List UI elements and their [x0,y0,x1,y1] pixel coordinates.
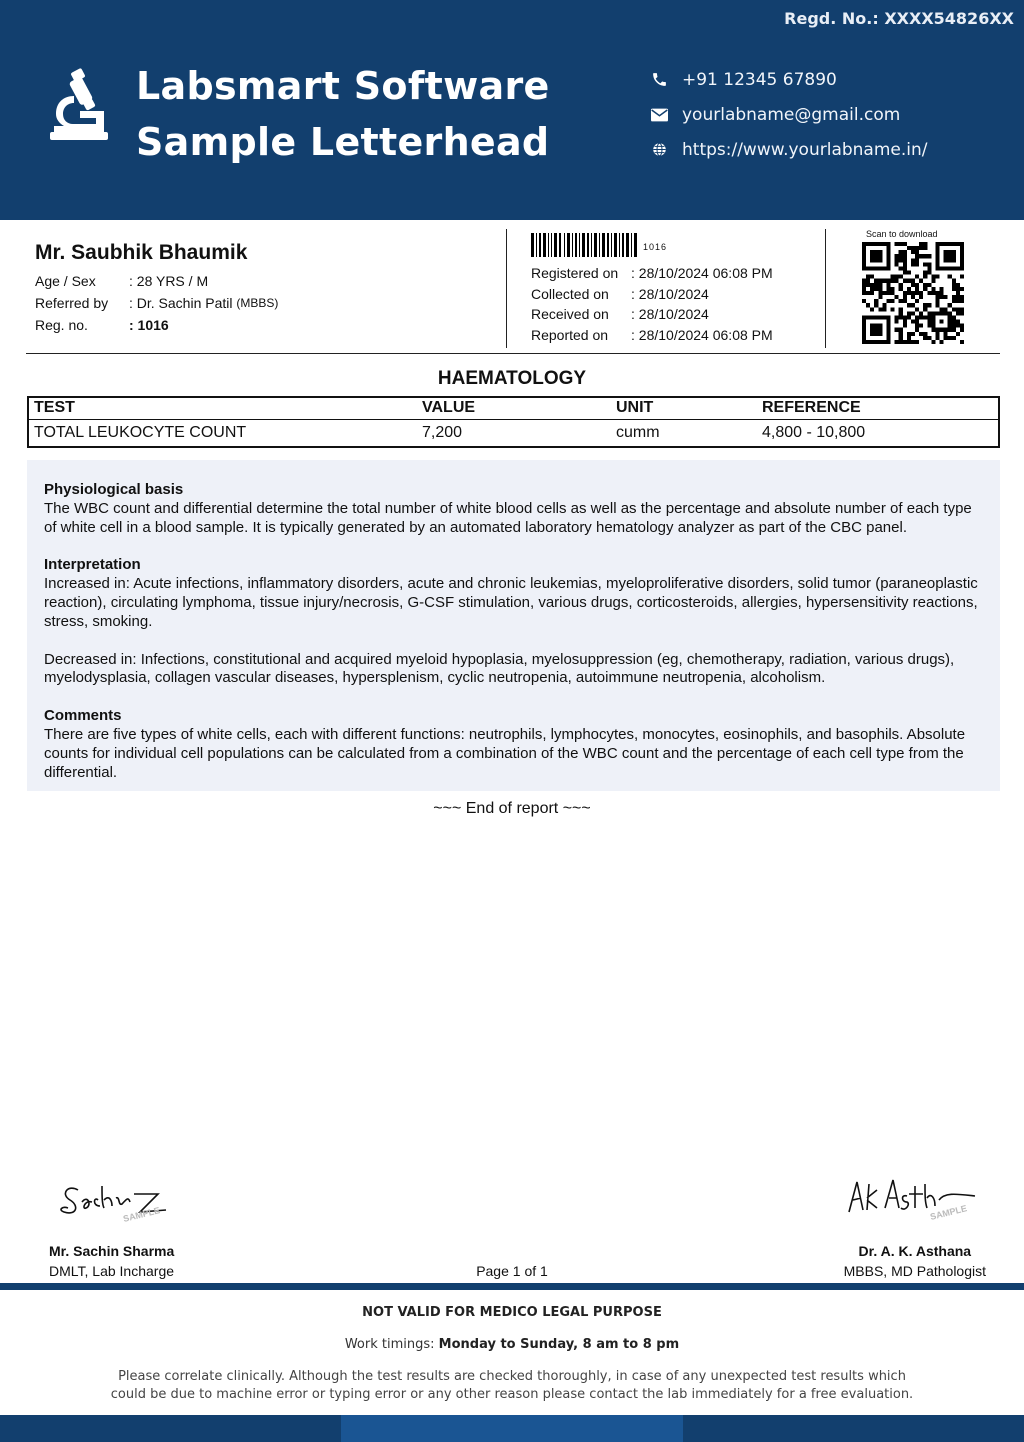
column-header-value: VALUE [417,397,611,419]
collected-row [531,284,773,305]
received-label: Received on [531,306,609,323]
collected-label: Collected on [531,285,609,302]
footer-band-accent [341,1415,683,1442]
test-unit: cumm [616,423,660,441]
scan-to-download-label: Scan to download [866,229,938,239]
results-table [27,396,1000,448]
test-reference: 4,800 - 10,800 [762,423,866,441]
divider-horizontal [26,353,1000,354]
regd-label: Regd. No.: [784,9,879,28]
signer-left-name: Mr. Sachin Sharma [49,1243,175,1259]
column-header-reference: REFERENCE [757,397,999,419]
referred-label: Referred by [35,295,109,311]
sample-dates [531,263,773,345]
interpretation-increased: Increased in: Acute infections, inflammatory disorders, acute and chronic leukemias, myeloproliferative disorders, solid tumor (paraneoplastic reaction), circulating lymphoma, tissue injury/necrosis, G-CSF stimulation, various drugs, corticosteroids, allergies, hypersensitivity reactions, stress, smoking. [44,575,978,630]
registered-value: : 28/10/2024 06:08 PM [631,265,773,282]
regd-value: XXXX54826XX [884,9,1014,28]
column-header-unit: UNIT [611,397,757,419]
column-header-test: TEST [28,397,417,419]
referred-qualification: (MBBS) [236,296,279,310]
comments-text: There are five types of white cells, each with different functions: neutrophils, lymphocytes, monocytes, eosinophils, and basophils. Absolute counts for individual cell populations can be calculated from a combination of the WBC count and the percentage of each cell type from the differential. [44,725,966,781]
referred-value: : Dr. Sachin Patil [129,295,233,311]
table-row [28,419,999,447]
qr-code[interactable] [862,242,964,344]
reported-value: : 28/10/2024 06:08 PM [631,326,773,343]
website-url: https://www.yourlabname.in/ [682,139,928,160]
received-row [531,304,773,325]
contact-info [650,62,928,167]
timings-value: Monday to Sunday, 8 am to 8 pm [438,1337,680,1352]
timings-label: Work timings: [344,1337,435,1352]
barcode-number: 1016 [643,242,668,252]
age-sex-label: Age / Sex [35,273,96,289]
table-header-row [28,397,999,419]
signer-right [844,1241,986,1281]
letterhead-header [0,0,1024,220]
received-value: : 28/10/2024 [631,306,709,323]
department-title: HAEMATOLOGY [437,368,587,389]
divider-vertical [506,229,507,348]
registered-label: Registered on [531,265,619,282]
contact-email[interactable] [650,97,928,132]
reg-value: : 1016 [129,317,169,333]
registered-row [531,263,773,284]
end-of-report: ~~~ End of report ~~~ [433,800,591,817]
physiological-heading: Physiological basis [44,481,184,498]
age-sex-value: : 28 YRS / M [129,273,209,289]
footer-band [0,1415,1024,1442]
reported-row [531,325,773,346]
physiological-text: The WBC count and differential determine the total number of white blood cells as well as the percentage and absolute number of each type of white cell in a blood sample. It is typically generated by an automated laboratory hematology analyzer as part of the CBC panel. [44,499,972,536]
test-notes [27,460,1000,791]
contact-website[interactable] [650,132,928,167]
sample-stamp-right: SAMPLE [929,1203,968,1222]
microscope-icon [50,68,110,140]
reg-label: Reg. no. [35,317,88,333]
reg-row [35,314,278,336]
test-name: TOTAL LEUKOCYTE COUNT [34,423,247,441]
referred-row [35,292,278,314]
age-sex-row [35,270,278,292]
patient-name: Mr. Saubhik Bhaumik [35,241,248,264]
sample-stamp-left: SAMPLE [122,1205,161,1224]
signer-right-title: MBBS, MD Pathologist [843,1263,986,1279]
page-number: Page 1 of 1 [476,1263,548,1279]
test-value: 7,200 [422,423,463,441]
patient-details [35,270,278,336]
signer-left-title: DMLT, Lab Incharge [49,1263,175,1279]
reported-label: Reported on [531,326,609,343]
contact-phone[interactable] [650,62,928,97]
interpretation-heading: Interpretation [44,556,141,574]
barcode [531,233,637,257]
divider-vertical [825,229,826,348]
signature-right [845,1172,985,1230]
interpretation-decreased: Decreased in: Infections, constitutional and acquired myeloid hypoplasia, myelosuppression (eg, chemotherapy, radiation, various drugs), myelodysplasia, collagen vascular diseases, hypersplenism, cyclic neutropenia, autoimmune neutropenia, alcoholism. [44,650,955,687]
phone-icon [650,71,668,89]
signer-right-name: Dr. A. K. Asthana [858,1243,972,1259]
registration-number [784,9,1014,28]
globe-icon [650,141,668,159]
lab-title [136,58,550,170]
work-timings [0,1337,1024,1352]
disclaimer: Please correlate clinically. Although the test results are checked thoroughly, in case of any unexpected test results which could be due to machine error or typing error or any other reason please contact the lab immediately for a free evaluation. [110,1369,914,1402]
comments-heading: Comments [44,707,122,725]
collected-value: : 28/10/2024 [631,285,709,302]
not-valid-notice: NOT VALID FOR MEDICO LEGAL PURPOSE [362,1305,662,1320]
footer-divider [0,1283,1024,1290]
email-address: yourlabname@gmail.com [682,104,901,125]
lab-title-line2: Sample Letterhead [136,120,550,164]
signature-left [58,1172,184,1228]
phone-number: +91 12345 67890 [682,69,837,90]
mail-icon [650,106,668,124]
lab-title-line1: Labsmart Software [136,64,550,108]
